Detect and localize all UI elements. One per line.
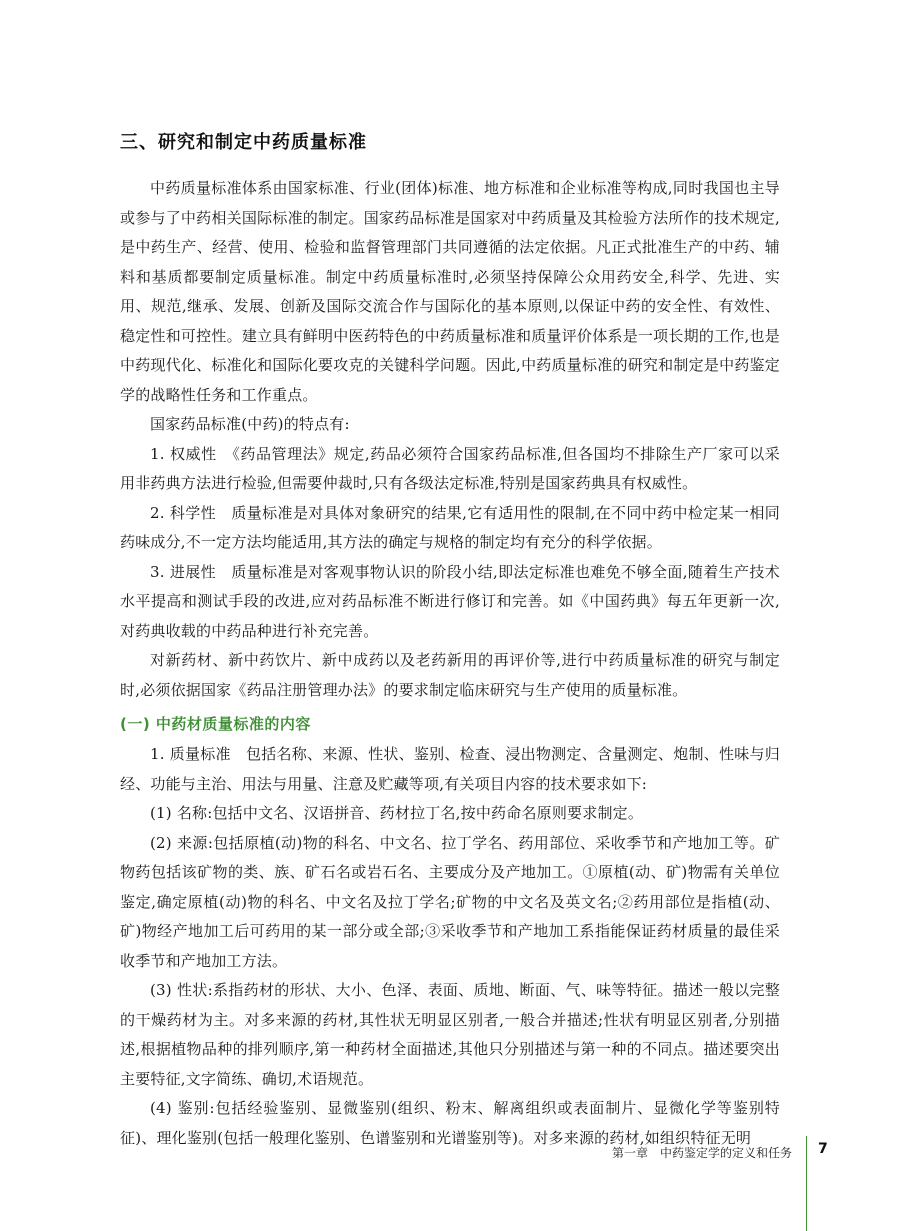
paragraph: (2) 来源:包括原植(动)物的科名、中文名、拉丁学名、药用部位、采收季节和产地加工等。矿物药包括该矿物的类、族、矿石名或岩石名、主要成分及产地加工。①原植(动、矿)物需有关单位鉴定,确定原植(动)物的科名、中文名及拉丁学名;矿物的中文名及英文名;②药用部位是指植(动、矿)物经产地加工后可药用的某一部分或全部;③采收季节和产地加工系指能保证药材质量的最佳采收季节和产地加工方法。	[120, 833, 780, 970]
body-text-part2	[120, 740, 780, 1153]
paragraph: (1) 名称:包括中文名、汉语拼音、药材拉丁名,按中药命名原则要求制定。	[150, 804, 644, 822]
page-number: 7	[818, 1141, 828, 1157]
subsection-title: (一) 中药材质量标准的内容	[120, 715, 311, 733]
paragraph: 国家药品标准(中药)的特点有:	[150, 415, 350, 433]
paragraph: 对新药材、新中药饮片、新中成药以及老药新用的再评价等,进行中药质量标准的研究与制定时,必须依据国家《药品注册管理办法》的要求制定临床研究与生产使用的质量标准。	[120, 651, 780, 699]
paragraph: 2. 科学性 质量标准是对具体对象研究的结果,它有适用性的限制,在不同中药中检定某一相同药味成分,不一定方法均能适用,其方法的确定与规格的制定均有充分的科学依据。	[120, 503, 780, 551]
paragraph: (3) 性状:系指药材的形状、大小、色泽、表面、质地、断面、气、味等特征。描述一般以完整的干燥药材为主。对多来源的药材,其性状无明显区别者,一般合并描述;性状有明显区别者,分别描述,根据植物品种的排列顺序,第一种药材全面描述,其他只分别描述与第一种的不同点。描述要突出主要特征,文字简练、确切,术语规范。	[120, 981, 780, 1088]
body-text-part1	[120, 174, 780, 705]
paragraph: 中药质量标准体系由国家标准、行业(团体)标准、地方标准和企业标准等构成,同时我国也主导或参与了中药相关国际标准的制定。国家药品标准是国家对中药质量及其检验方法所作的技术规定,是中药生产、经营、使用、检验和监督管理部门共同遵循的法定依据。凡正式批准生产的中药、辅料和基质都要制定质量标准。制定中药质量标准时,必须坚持保障公众用药安全,科学、先进、实用、规范,继承、发展、创新及国际交流合作与国际化的基本原则,以保证中药的安全性、有效性、稳定性和可控性。建立具有鲜明中医药特色的中药质量标准和质量评价体系是一项长期的工作,也是中药现代化、标准化和国际化要攻克的关键科学问题。因此,中药质量标准的研究和制定是中药鉴定学的战略性任务和工作重点。	[120, 179, 780, 404]
footer-chapter-title: 第一章 中药鉴定学的定义和任务	[611, 1146, 792, 1160]
paragraph: (4) 鉴别:包括经验鉴别、显微鉴别(组织、粉末、解离组织或表面制片、显微化学等鉴别特征)、理化鉴别(包括一般理化鉴别、色谱鉴别和光谱鉴别等)。对多来源的药材,如组织特征无明	[120, 1099, 780, 1147]
paragraph: 3. 进展性 质量标准是对客观事物认识的阶段小结,即法定标准也难免不够全面,随着生产技术水平提高和测试手段的改进,应对药品标准不断进行修订和完善。如《中国药典》每五年更新一次,对药典收载的中药品种进行补充完善。	[120, 562, 780, 640]
footer-divider	[806, 1136, 807, 1231]
paragraph: 1. 质量标准 包括名称、来源、性状、鉴别、检查、浸出物测定、含量测定、炮制、性味与归经、功能与主治、用法与用量、注意及贮藏等项,有关项目内容的技术要求如下:	[120, 745, 780, 793]
section-title: 三、研究和制定中药质量标准	[120, 132, 367, 153]
paragraph: 1. 权威性 《药品管理法》规定,药品必须符合国家药品标准,但各国均不排除生产厂家可以采用非药典方法进行检验,但需要仲裁时,只有各级法定标准,特别是国家药典具有权威性。	[120, 444, 780, 492]
